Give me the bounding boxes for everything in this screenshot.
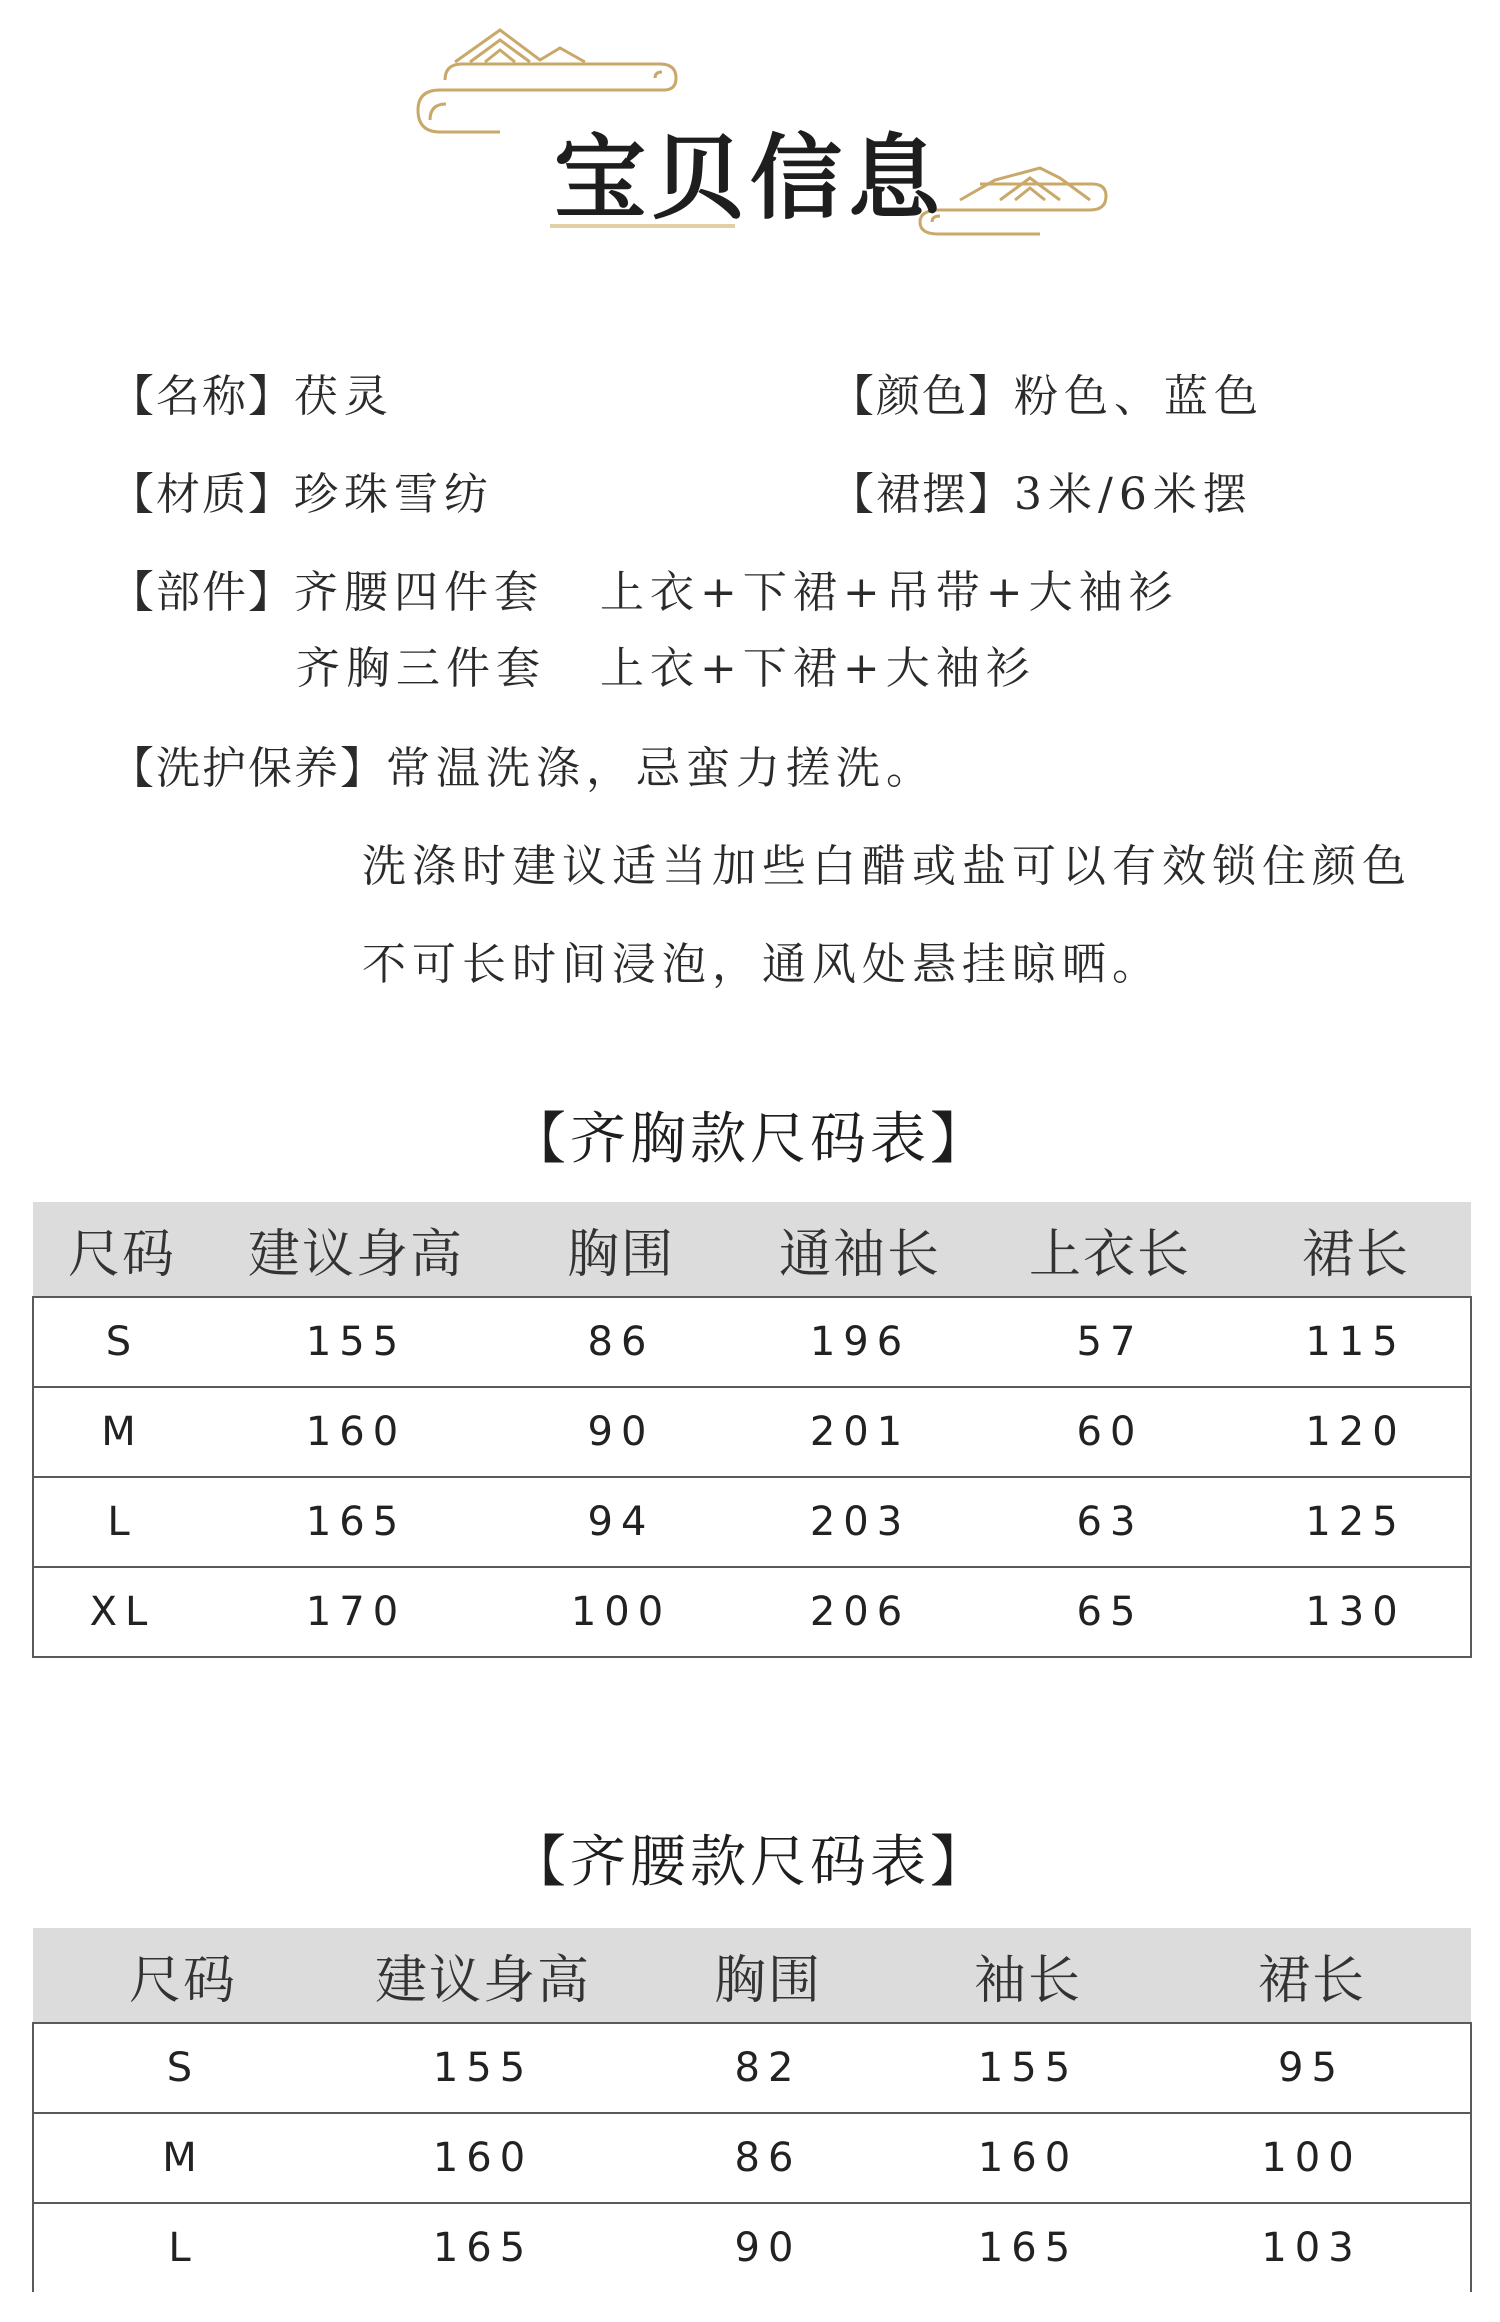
table-cell: 165	[211, 1477, 501, 1567]
header-cell: 裙长	[1153, 1928, 1471, 2023]
table2-title: 【齐腰款尺码表】	[510, 1830, 990, 1895]
table-cell: 201	[741, 1387, 979, 1477]
parts-row	[110, 556, 544, 620]
table-cell: 100	[1153, 2113, 1471, 2203]
table-cell: 130	[1241, 1567, 1471, 1657]
table-cell: 60	[979, 1387, 1241, 1477]
parts-set: 齐胸三件套	[296, 643, 546, 694]
color-row	[830, 360, 1264, 424]
table-cell: L	[33, 1477, 211, 1567]
table-cell: 90	[501, 1387, 741, 1477]
table-cell: L	[33, 2203, 333, 2292]
name-row	[110, 360, 394, 424]
table-row	[33, 2023, 1471, 2113]
table-cell: 155	[903, 2023, 1153, 2113]
material-row	[110, 458, 494, 522]
table-cell: 82	[633, 2023, 903, 2113]
table-cell: 206	[741, 1567, 979, 1657]
table-cell: S	[33, 2023, 333, 2113]
color-label: 【颜色】	[830, 371, 1014, 422]
table-cell: 65	[979, 1567, 1241, 1657]
table-cell: 196	[741, 1297, 979, 1387]
table-cell: 115	[1241, 1297, 1471, 1387]
table-header-row	[33, 1928, 1471, 2023]
parts-items-row	[600, 556, 1179, 620]
care-row	[362, 830, 1412, 894]
table-cell: 160	[333, 2113, 633, 2203]
table-cell: 95	[1153, 2023, 1471, 2113]
care-line: 不可长时间浸泡，通风处悬挂晾晒。	[362, 939, 1162, 990]
color-value: 粉色、蓝色	[1014, 371, 1264, 422]
care-row	[110, 732, 936, 796]
header-cell: 建议身高	[211, 1202, 501, 1297]
table-header-row	[33, 1202, 1471, 1297]
table-row	[33, 2203, 1471, 2292]
material-value: 珍珠雪纺	[294, 469, 494, 520]
header-cell: 袖长	[903, 1928, 1153, 2023]
size-table-chest	[32, 1202, 1472, 1658]
table-cell: 100	[501, 1567, 741, 1657]
table-cell: 125	[1241, 1477, 1471, 1567]
header-cell: 尺码	[33, 1202, 211, 1297]
header-cell: 通袖长	[741, 1202, 979, 1297]
header-cell: 建议身高	[333, 1928, 633, 2023]
table-cell: 86	[633, 2113, 903, 2203]
size-table-waist	[32, 1928, 1472, 2292]
hem-row	[830, 458, 1253, 522]
parts-row	[296, 632, 546, 696]
care-line: 常温洗涤，忌蛮力搓洗。	[386, 743, 936, 794]
name-label: 【名称】	[110, 371, 294, 422]
table-cell: XL	[33, 1567, 211, 1657]
table-cell: 90	[633, 2203, 903, 2292]
parts-items: 上衣+下裙+大袖衫	[600, 643, 1036, 694]
table-cell: 103	[1153, 2203, 1471, 2292]
table-cell: S	[33, 1297, 211, 1387]
parts-set: 齐腰四件套	[294, 567, 544, 618]
name-value: 茯灵	[294, 371, 394, 422]
table-cell: 86	[501, 1297, 741, 1387]
header-cell: 胸围	[633, 1928, 903, 2023]
table-cell: 155	[211, 1297, 501, 1387]
parts-items: 上衣+下裙+吊带+大袖衫	[600, 567, 1179, 618]
table-row	[33, 2113, 1471, 2203]
table-row	[33, 1387, 1471, 1477]
parts-label: 【部件】	[110, 567, 294, 618]
header-cell: 上衣长	[979, 1202, 1241, 1297]
header-cell: 尺码	[33, 1928, 333, 2023]
table-cell: 160	[211, 1387, 501, 1477]
table-row	[33, 1567, 1471, 1657]
table-cell: 165	[333, 2203, 633, 2292]
material-label: 【材质】	[110, 469, 294, 520]
table-cell: M	[33, 2113, 333, 2203]
header-cell: 胸围	[501, 1202, 741, 1297]
care-row	[362, 928, 1162, 992]
table-row	[33, 1297, 1471, 1387]
page-header	[0, 0, 1500, 260]
table1-title: 【齐胸款尺码表】	[510, 1107, 990, 1172]
table-cell: 170	[211, 1567, 501, 1657]
table-cell: 160	[903, 2113, 1153, 2203]
parts-items-row	[600, 632, 1036, 696]
table-cell: 165	[903, 2203, 1153, 2292]
hem-label: 【裙摆】	[830, 469, 1014, 520]
table-cell: 63	[979, 1477, 1241, 1567]
table-cell: 57	[979, 1297, 1241, 1387]
table-cell: 120	[1241, 1387, 1471, 1477]
table-cell: 155	[333, 2023, 633, 2113]
care-label: 【洗护保养】	[110, 743, 386, 794]
header-cell: 裙长	[1241, 1202, 1471, 1297]
care-line: 洗涤时建议适当加些白醋或盐可以有效锁住颜色	[362, 841, 1412, 892]
table-cell: 94	[501, 1477, 741, 1567]
hem-value: 3米/6米摆	[1014, 469, 1253, 520]
table-cell: M	[33, 1387, 211, 1477]
table-row	[33, 1477, 1471, 1567]
table-cell: 203	[741, 1477, 979, 1567]
page-title: 宝贝信息	[553, 124, 946, 232]
